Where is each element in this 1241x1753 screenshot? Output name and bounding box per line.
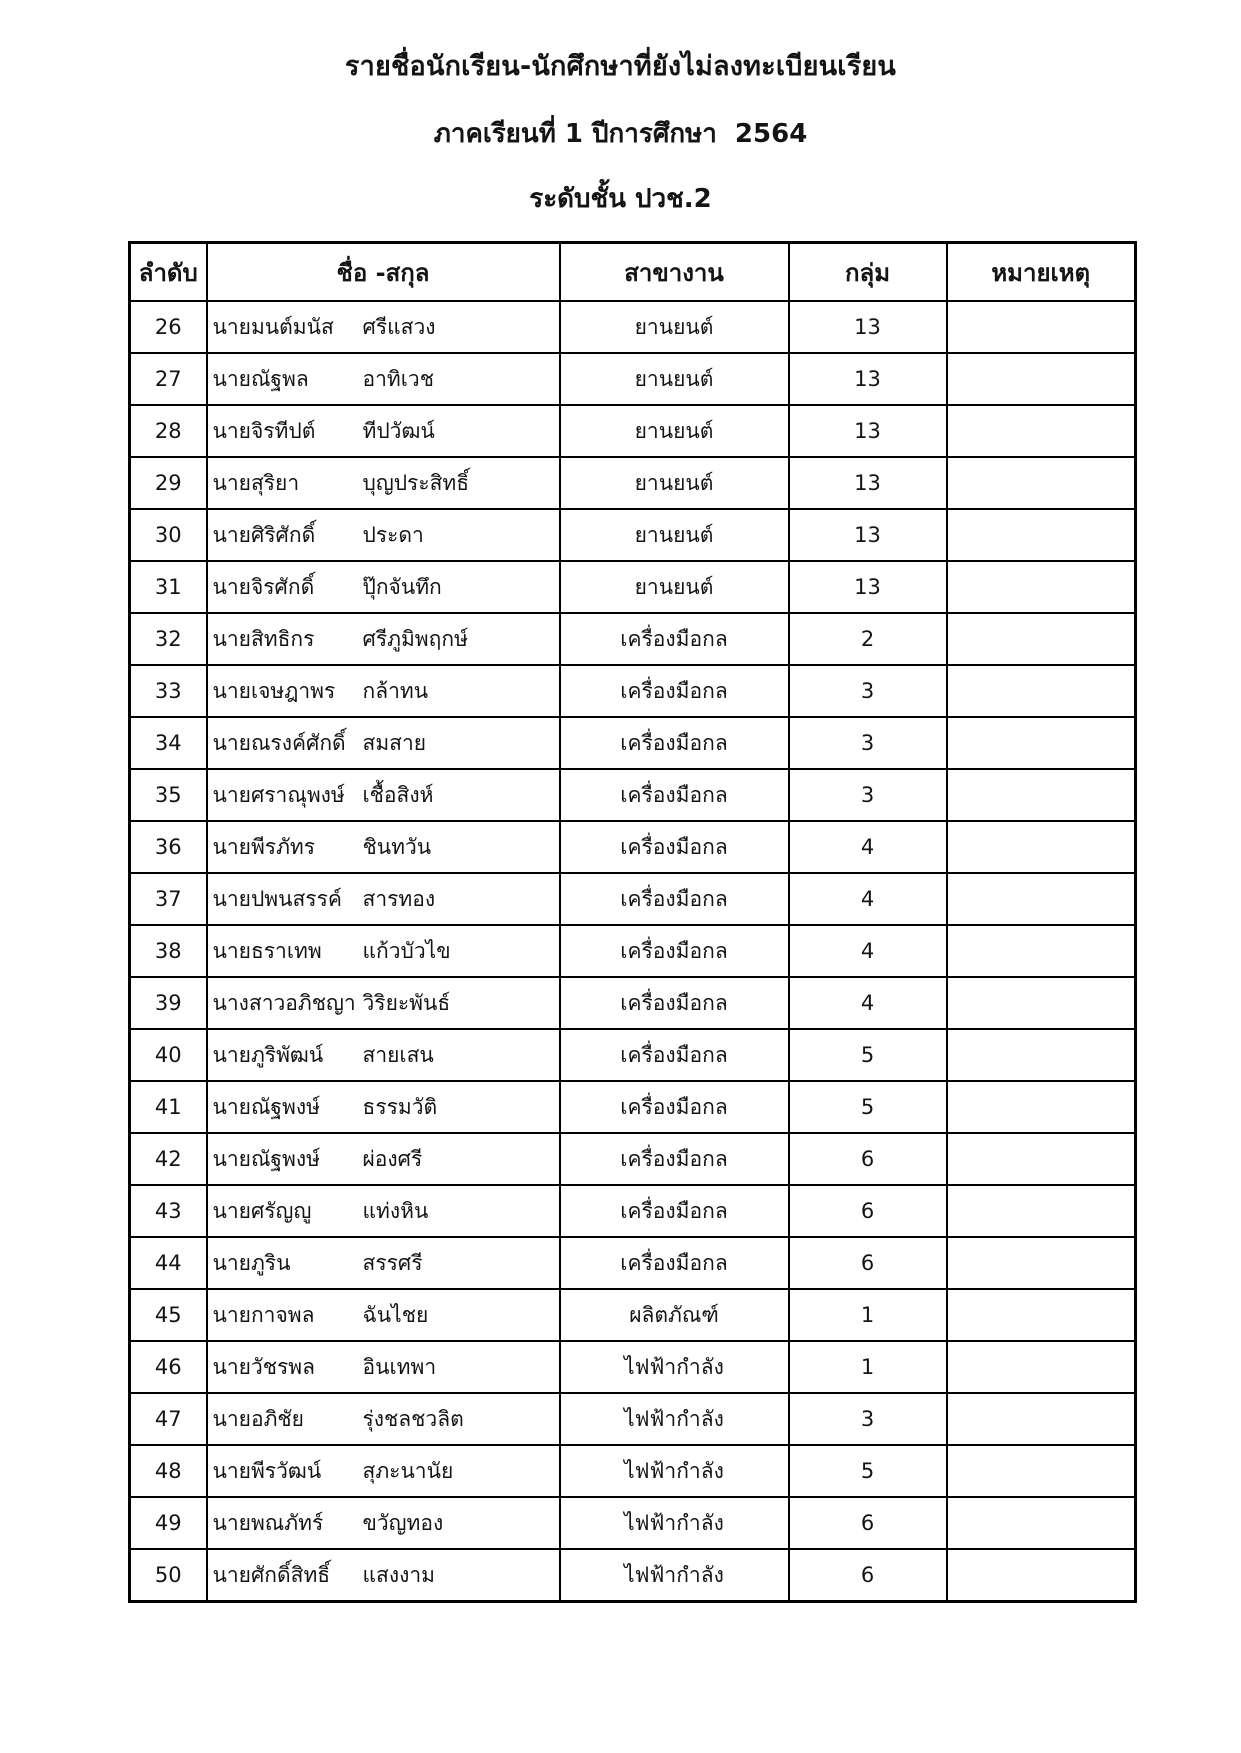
table-row xyxy=(130,301,1136,353)
student-first-name: นายศรัญญู xyxy=(212,1198,312,1223)
student-first-name: นายสิทธิกร xyxy=(212,626,315,651)
cell-program: เครื่องมือกล xyxy=(560,1133,789,1185)
cell-remark xyxy=(947,1549,1136,1602)
student-first-name: นายภูริน xyxy=(212,1250,291,1275)
student-first-name: นายกาจพล xyxy=(212,1302,315,1327)
cell-remark xyxy=(947,873,1136,925)
cell-name xyxy=(207,1185,560,1237)
cell-group: 4 xyxy=(789,977,947,1029)
cell-no: 33 xyxy=(130,665,207,717)
cell-no: 27 xyxy=(130,353,207,405)
table-row xyxy=(130,873,1136,925)
student-first-name: นายปพนสรรค์ xyxy=(212,886,342,911)
cell-name xyxy=(207,1081,560,1133)
student-first-name: นายจิรศักดิ์ xyxy=(212,574,315,599)
student-first-name: นายพีรภัทร xyxy=(212,834,316,859)
cell-name xyxy=(207,353,560,405)
cell-remark xyxy=(947,665,1136,717)
cell-remark xyxy=(947,1237,1136,1289)
column-header-program: สาขางาน xyxy=(560,243,789,302)
student-table xyxy=(128,241,1137,1603)
student-first-name: นายศิริศักดิ์ xyxy=(212,522,316,547)
level-line: ระดับชั้น ปวช.2 xyxy=(529,184,712,214)
student-last-name: อาทิเวช xyxy=(362,366,434,391)
table-row xyxy=(130,1289,1136,1341)
student-first-name: นางสาวอภิชญา xyxy=(212,990,356,1015)
student-last-name: แสงงาม xyxy=(362,1562,435,1587)
cell-name xyxy=(207,925,560,977)
cell-no: 49 xyxy=(130,1497,207,1549)
student-last-name: ศรีแสวง xyxy=(362,314,436,339)
cell-program: เครื่องมือกล xyxy=(560,613,789,665)
table-row xyxy=(130,561,1136,613)
student-last-name: แก้วบัวไข xyxy=(362,938,451,963)
cell-group: 13 xyxy=(789,457,947,509)
cell-no: 38 xyxy=(130,925,207,977)
student-first-name: นายณัฐพงษ์ xyxy=(212,1094,320,1119)
cell-remark xyxy=(947,821,1136,873)
cell-group: 13 xyxy=(789,405,947,457)
table-row xyxy=(130,1549,1136,1602)
cell-name xyxy=(207,1029,560,1081)
cell-no: 45 xyxy=(130,1289,207,1341)
cell-remark xyxy=(947,1185,1136,1237)
table-body xyxy=(130,301,1136,1602)
student-last-name: วิริยะพันธ์ xyxy=(362,990,451,1015)
cell-remark xyxy=(947,353,1136,405)
cell-group: 6 xyxy=(789,1185,947,1237)
student-first-name: นายสุริยา xyxy=(212,470,300,495)
cell-program: เครื่องมือกล xyxy=(560,925,789,977)
student-last-name: สมสาย xyxy=(362,730,427,755)
cell-group: 13 xyxy=(789,353,947,405)
cell-no: 35 xyxy=(130,769,207,821)
cell-name xyxy=(207,1133,560,1185)
table-row xyxy=(130,821,1136,873)
column-header-group: กลุ่ม xyxy=(789,243,947,302)
cell-program: เครื่องมือกล xyxy=(560,873,789,925)
student-last-name: ชินทวัน xyxy=(362,834,432,859)
table-row xyxy=(130,1237,1136,1289)
cell-group: 13 xyxy=(789,301,947,353)
cell-name xyxy=(207,561,560,613)
cell-group: 3 xyxy=(789,1393,947,1445)
student-first-name: นายเจษฎาพร xyxy=(212,678,336,703)
cell-name xyxy=(207,821,560,873)
cell-group: 3 xyxy=(789,769,947,821)
cell-name xyxy=(207,1497,560,1549)
cell-no: 31 xyxy=(130,561,207,613)
table-row xyxy=(130,1393,1136,1445)
table-header-row xyxy=(130,243,1136,302)
table-row xyxy=(130,977,1136,1029)
cell-group: 13 xyxy=(789,561,947,613)
cell-no: 40 xyxy=(130,1029,207,1081)
cell-program: ยานยนต์ xyxy=(560,509,789,561)
student-last-name: ฉันไชย xyxy=(362,1302,429,1327)
cell-program: เครื่องมือกล xyxy=(560,717,789,769)
cell-name xyxy=(207,1549,560,1602)
table-row xyxy=(130,1185,1136,1237)
document-header xyxy=(0,0,1241,219)
table-row xyxy=(130,925,1136,977)
cell-remark xyxy=(947,457,1136,509)
student-last-name: ธรรมวัติ xyxy=(362,1094,438,1119)
cell-remark xyxy=(947,613,1136,665)
cell-group: 2 xyxy=(789,613,947,665)
student-last-name: เชื้อสิงห์ xyxy=(362,782,434,807)
cell-remark xyxy=(947,301,1136,353)
student-last-name: อินเทพา xyxy=(362,1354,437,1379)
cell-remark xyxy=(947,561,1136,613)
cell-name xyxy=(207,1289,560,1341)
cell-no: 28 xyxy=(130,405,207,457)
cell-remark xyxy=(947,1393,1136,1445)
cell-remark xyxy=(947,977,1136,1029)
cell-remark xyxy=(947,1445,1136,1497)
cell-no: 41 xyxy=(130,1081,207,1133)
student-last-name: บุญประสิทธิ์ xyxy=(362,470,470,495)
cell-group: 4 xyxy=(789,925,947,977)
cell-program: ยานยนต์ xyxy=(560,405,789,457)
cell-no: 37 xyxy=(130,873,207,925)
student-first-name: นายจิรทีปต์ xyxy=(212,418,316,443)
student-last-name: สุภะนานัย xyxy=(362,1458,454,1483)
cell-program: เครื่องมือกล xyxy=(560,769,789,821)
cell-group: 6 xyxy=(789,1497,947,1549)
table-row xyxy=(130,1445,1136,1497)
student-last-name: สรรศรี xyxy=(362,1250,423,1275)
cell-program: ไฟฟ้ากำลัง xyxy=(560,1497,789,1549)
cell-name xyxy=(207,769,560,821)
student-last-name: ประดา xyxy=(362,522,424,547)
table-row xyxy=(130,405,1136,457)
cell-remark xyxy=(947,1029,1136,1081)
cell-program: ผลิตภัณฑ์ xyxy=(560,1289,789,1341)
cell-remark xyxy=(947,1341,1136,1393)
cell-no: 46 xyxy=(130,1341,207,1393)
cell-group: 1 xyxy=(789,1289,947,1341)
student-first-name: นายวัชรพล xyxy=(212,1354,315,1379)
student-last-name: กล้าทน xyxy=(362,678,429,703)
cell-name xyxy=(207,665,560,717)
student-first-name: นายอภิชัย xyxy=(212,1406,304,1431)
cell-program: ไฟฟ้ากำลัง xyxy=(560,1393,789,1445)
cell-remark xyxy=(947,1497,1136,1549)
cell-name xyxy=(207,613,560,665)
student-last-name: รุ่งชลชวลิต xyxy=(362,1406,464,1431)
cell-group: 5 xyxy=(789,1081,947,1133)
cell-name xyxy=(207,301,560,353)
cell-no: 47 xyxy=(130,1393,207,1445)
cell-program: เครื่องมือกล xyxy=(560,1237,789,1289)
cell-group: 13 xyxy=(789,509,947,561)
cell-name xyxy=(207,457,560,509)
cell-remark xyxy=(947,1081,1136,1133)
cell-name xyxy=(207,717,560,769)
cell-name xyxy=(207,509,560,561)
cell-program: เครื่องมือกล xyxy=(560,1029,789,1081)
student-last-name: ผ่องศรี xyxy=(362,1146,423,1171)
student-last-name: แท่งหิน xyxy=(362,1198,429,1223)
student-first-name: นายณรงค์ศักดิ์ xyxy=(212,730,346,755)
table-row xyxy=(130,665,1136,717)
student-last-name: ขวัญทอง xyxy=(362,1510,444,1535)
student-first-name: นายศราณุพงษ์ xyxy=(212,782,345,807)
student-first-name: นายณัฐพล xyxy=(212,366,309,391)
table-row xyxy=(130,717,1136,769)
cell-group: 5 xyxy=(789,1445,947,1497)
cell-remark xyxy=(947,405,1136,457)
cell-no: 36 xyxy=(130,821,207,873)
cell-group: 6 xyxy=(789,1133,947,1185)
table-row xyxy=(130,353,1136,405)
column-header-no: ลำดับ xyxy=(130,243,207,302)
cell-no: 42 xyxy=(130,1133,207,1185)
cell-no: 32 xyxy=(130,613,207,665)
student-last-name: สายเสน xyxy=(362,1042,434,1067)
cell-remark xyxy=(947,717,1136,769)
cell-program: เครื่องมือกล xyxy=(560,821,789,873)
student-first-name: นายศักดิ์สิทธิ์ xyxy=(212,1562,331,1587)
cell-program: เครื่องมือกล xyxy=(560,977,789,1029)
cell-no: 29 xyxy=(130,457,207,509)
cell-program: ยานยนต์ xyxy=(560,561,789,613)
cell-group: 1 xyxy=(789,1341,947,1393)
cell-name xyxy=(207,1445,560,1497)
table-row xyxy=(130,457,1136,509)
cell-name xyxy=(207,1341,560,1393)
cell-name xyxy=(207,1237,560,1289)
cell-no: 39 xyxy=(130,977,207,1029)
student-last-name: ศรีภูมิพฤกษ์ xyxy=(362,626,468,651)
cell-group: 3 xyxy=(789,717,947,769)
cell-group: 4 xyxy=(789,821,947,873)
cell-remark xyxy=(947,1133,1136,1185)
student-first-name: นายมนต์มนัส xyxy=(212,314,334,339)
cell-group: 6 xyxy=(789,1549,947,1602)
column-header-name: ชื่อ -สกุล xyxy=(207,243,560,302)
cell-no: 43 xyxy=(130,1185,207,1237)
table-row xyxy=(130,1133,1136,1185)
cell-no: 50 xyxy=(130,1549,207,1602)
table-row xyxy=(130,1341,1136,1393)
cell-remark xyxy=(947,769,1136,821)
cell-program: ยานยนต์ xyxy=(560,301,789,353)
cell-group: 5 xyxy=(789,1029,947,1081)
cell-program: ไฟฟ้ากำลัง xyxy=(560,1341,789,1393)
cell-group: 3 xyxy=(789,665,947,717)
student-first-name: นายณัฐพงษ์ xyxy=(212,1146,320,1171)
table-row xyxy=(130,1029,1136,1081)
cell-program: เครื่องมือกล xyxy=(560,665,789,717)
cell-program: เครื่องมือกล xyxy=(560,1081,789,1133)
cell-remark xyxy=(947,1289,1136,1341)
table-row xyxy=(130,769,1136,821)
student-first-name: นายพีรวัฒน์ xyxy=(212,1458,322,1483)
table-row xyxy=(130,509,1136,561)
semester-line: ภาคเรียนที่ 1 ปีการศึกษา 2564 xyxy=(433,119,808,149)
cell-group: 4 xyxy=(789,873,947,925)
table-row xyxy=(130,1081,1136,1133)
cell-program: ยานยนต์ xyxy=(560,457,789,509)
cell-group: 6 xyxy=(789,1237,947,1289)
table-row xyxy=(130,1497,1136,1549)
cell-no: 44 xyxy=(130,1237,207,1289)
student-first-name: นายธราเทพ xyxy=(212,938,322,963)
cell-no: 48 xyxy=(130,1445,207,1497)
cell-no: 34 xyxy=(130,717,207,769)
student-last-name: ทีปวัฒน์ xyxy=(362,418,435,443)
cell-program: เครื่องมือกล xyxy=(560,1185,789,1237)
student-last-name: สารทอง xyxy=(362,886,436,911)
cell-name xyxy=(207,977,560,1029)
column-header-remark: หมายเหตุ xyxy=(947,243,1136,302)
cell-name xyxy=(207,873,560,925)
cell-remark xyxy=(947,509,1136,561)
cell-program: ยานยนต์ xyxy=(560,353,789,405)
page-title: รายชื่อนักเรียน-นักศึกษาที่ยังไม่ลงทะเบียนเรียน xyxy=(344,51,897,82)
student-last-name: ปุ๊กจันทึก xyxy=(362,574,442,599)
cell-no: 30 xyxy=(130,509,207,561)
cell-no: 26 xyxy=(130,301,207,353)
table-row xyxy=(130,613,1136,665)
student-first-name: นายพณภัทร์ xyxy=(212,1510,324,1535)
cell-program: ไฟฟ้ากำลัง xyxy=(560,1445,789,1497)
cell-name xyxy=(207,405,560,457)
cell-program: ไฟฟ้ากำลัง xyxy=(560,1549,789,1602)
cell-remark xyxy=(947,925,1136,977)
student-first-name: นายภูริพัฒน์ xyxy=(212,1042,324,1067)
cell-name xyxy=(207,1393,560,1445)
